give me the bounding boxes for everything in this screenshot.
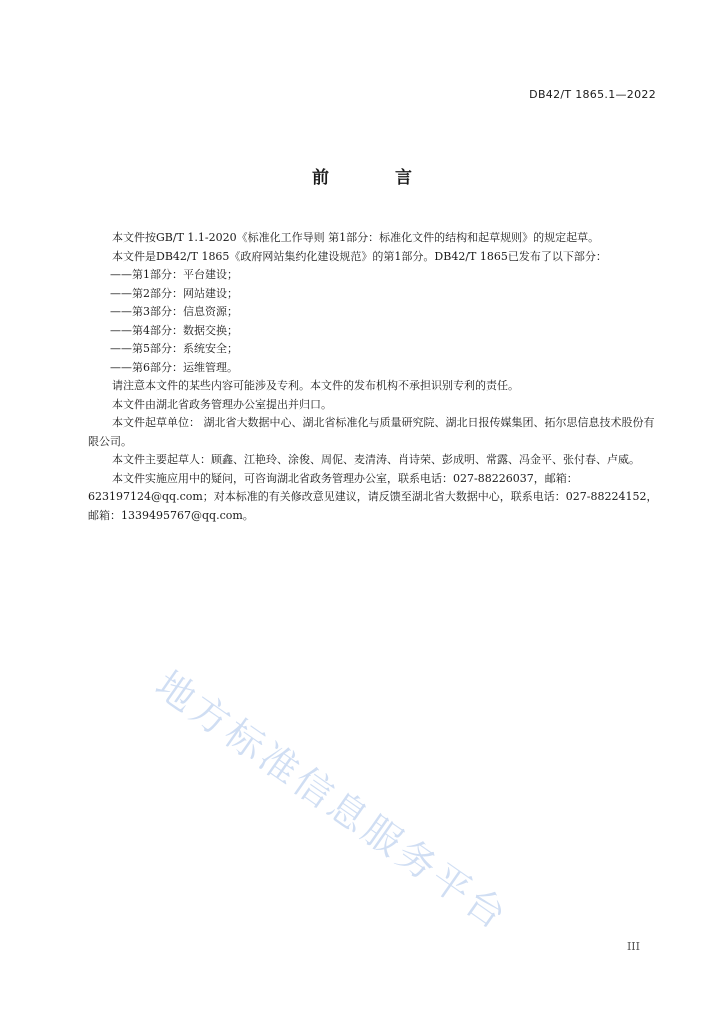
list-item: ——第5部分：系统安全；: [110, 342, 238, 355]
page-number: III: [626, 940, 640, 953]
paragraph-drafting-units: 本文件起草单位： 湖北省大数据中心、湖北省标准化与质量研究院、湖北日报传媒集团、拓尔思信息技术股份有限公司。: [88, 416, 655, 448]
paragraph-proposer: 本文件由湖北省政务管理办公室提出并归口。: [112, 397, 332, 411]
paragraph-series-info: 本文件是DB42/T 1865《政府网站集约化建设规范》的第1部分。DB42/T 1865已发布了以下部分：: [112, 249, 607, 263]
document-code: DB42/T 1865.1—2022: [529, 88, 656, 101]
list-item: ——第6部分：运维管理。: [110, 360, 238, 374]
paragraph-contact: 本文件实施应用中的疑问，可咨询湖北省政务管理办公室，联系电话：027-88226037，邮箱：623197124@qq.com；对本标准的有关修改意见建议，请反馈至湖北省大数据中心，联系电话：027-88224152，邮箱：1339495767@qq.com。: [88, 471, 658, 522]
paragraph-drafters: 本文件主要起草人：顾鑫、江艳玲、涂俊、周伲、麦清涛、肖诗荣、彭成明、常露、冯金平、张付春、卢威。: [112, 453, 640, 466]
document-body: [88, 229, 660, 525]
list-item: ——第2部分：网站建设；: [110, 286, 238, 300]
list-item: ——第3部分：信息资源；: [110, 305, 238, 318]
watermark: 地方标准信息服务平台: [147, 662, 517, 940]
page-title: 前 言: [312, 168, 442, 188]
list-item: ——第1部分：平台建设；: [110, 268, 238, 281]
paragraph-patent-notice: 请注意本文件的某些内容可能涉及专利。本文件的发布机构不承担识别专利的责任。: [112, 379, 519, 392]
paragraph-drafting-rule: 本文件按GB/T 1.1-2020《标准化工作导则 第1部分：标准化文件的结构和起草规则》的规定起草。: [112, 231, 600, 244]
list-item: ——第4部分：数据交换；: [110, 323, 238, 337]
